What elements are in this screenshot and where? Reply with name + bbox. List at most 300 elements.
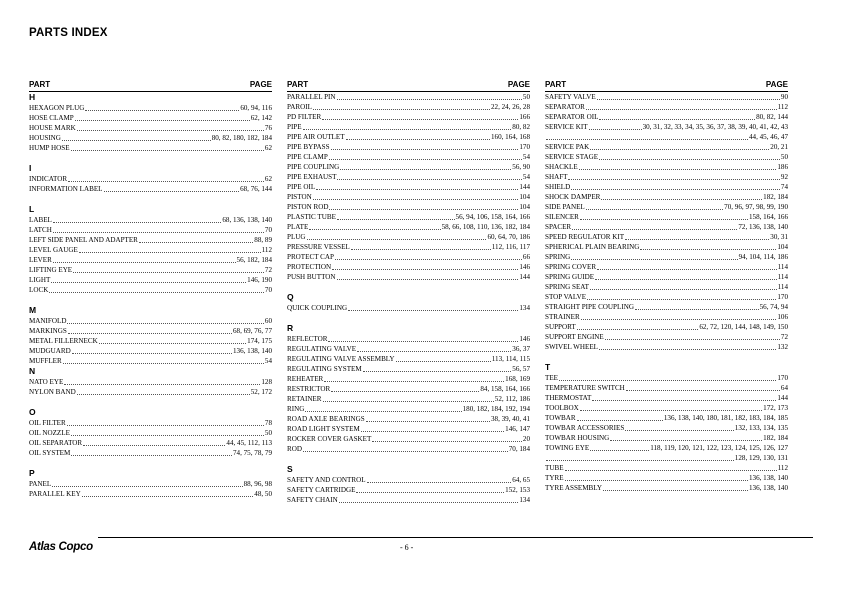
- page-refs: 76: [264, 124, 272, 132]
- leader-dots: [71, 150, 264, 151]
- page-refs: 54: [522, 173, 530, 181]
- page-refs: 68, 136, 138, 140: [222, 216, 272, 224]
- leader-dots: [546, 460, 734, 461]
- leader-dots: [589, 129, 642, 130]
- leader-dots: [599, 119, 755, 120]
- leader-dots: [597, 269, 777, 270]
- page-refs: 62: [264, 175, 272, 183]
- page-refs: 174, 175: [247, 337, 272, 345]
- index-entry-continuation: [545, 132, 788, 142]
- page-refs: 56, 182, 184: [236, 256, 272, 264]
- section-letter: T: [545, 362, 551, 372]
- page-refs: 38, 39, 40, 41: [490, 415, 530, 423]
- page-refs: 66: [522, 253, 530, 261]
- page-refs: 134: [519, 496, 530, 504]
- part-name: RESTRICTOR: [287, 385, 331, 393]
- part-name: TOWBAR HOUSING: [545, 434, 610, 442]
- index-entry: [545, 112, 788, 122]
- index-entry: [545, 142, 788, 152]
- leader-dots: [363, 371, 512, 372]
- page-refs: 94, 104, 114, 186: [738, 253, 788, 261]
- page-refs: 50: [264, 429, 272, 437]
- index-entry: [287, 354, 530, 364]
- page-refs: 68, 69, 76, 77: [232, 327, 272, 335]
- leader-dots: [357, 351, 511, 352]
- index-entry: [287, 475, 530, 485]
- page-refs: 104: [519, 193, 530, 201]
- part-name: PARALLEL KEY: [29, 490, 81, 498]
- section-letter: Q: [287, 292, 294, 302]
- leader-dots: [396, 361, 491, 362]
- part-name: LATCH: [29, 226, 52, 234]
- entry-list: [29, 92, 272, 499]
- index-entry: [545, 122, 788, 132]
- leader-dots: [565, 480, 748, 481]
- leader-dots: [67, 323, 263, 324]
- page-refs: 78: [264, 419, 272, 427]
- index-entry: [29, 387, 272, 397]
- leader-dots: [313, 109, 490, 110]
- leader-dots: [372, 441, 522, 442]
- page-refs: 92: [780, 173, 788, 181]
- page-refs: 128, 129, 130, 131: [734, 454, 788, 462]
- part-name: MANIFOLD: [29, 317, 67, 325]
- index-entry: [287, 414, 530, 424]
- page-refs: 44, 45, 112, 113: [226, 439, 272, 447]
- page-refs: 80, 82, 180, 182, 184: [211, 134, 272, 142]
- part-name: SPRING: [545, 253, 571, 261]
- index-entry: [29, 184, 272, 194]
- spacer: [287, 282, 530, 292]
- index-entry: [287, 92, 530, 102]
- leader-dots: [580, 219, 748, 220]
- index-entry: [545, 232, 788, 242]
- index-entry: [287, 424, 530, 434]
- index-entry: [287, 485, 530, 495]
- leader-dots: [348, 310, 518, 311]
- leader-dots: [324, 381, 504, 382]
- leader-dots: [610, 440, 762, 441]
- part-name: INDICATOR: [29, 175, 68, 183]
- index-entry: [545, 443, 788, 453]
- part-name: METAL FILLERNECK: [29, 337, 98, 345]
- part-name: PIPE AIR OUTLET: [287, 133, 345, 141]
- index-entry: [29, 377, 272, 387]
- leader-dots: [71, 435, 264, 436]
- leader-dots: [572, 229, 737, 230]
- part-name: NYLON BAND: [29, 388, 76, 396]
- part-name: HOUSING: [29, 134, 61, 142]
- index-entry: [29, 428, 272, 438]
- index-entry: [545, 342, 788, 352]
- part-name: SPRING COVER: [545, 263, 597, 271]
- part-name: TOOLBOX: [545, 404, 579, 412]
- part-name: STRAIGHT PIPE COUPLING: [545, 303, 634, 311]
- leader-dots: [586, 109, 777, 110]
- leader-dots: [599, 159, 780, 160]
- part-name: RING: [287, 405, 305, 413]
- leader-dots: [340, 169, 511, 170]
- page-refs: 144: [777, 394, 788, 402]
- part-name: SERVICE STAGE: [545, 153, 599, 161]
- leader-dots: [72, 353, 232, 354]
- part-name: SERVICE PAK: [545, 143, 590, 151]
- page-refs: 112, 116, 117: [491, 243, 530, 251]
- page-refs: 36, 37: [512, 345, 530, 353]
- index-entry: [287, 142, 530, 152]
- index-entry: [29, 418, 272, 428]
- part-header: PART: [545, 80, 567, 89]
- leader-dots: [53, 262, 236, 263]
- index-entry: [287, 192, 530, 202]
- part-header: PART: [287, 80, 309, 89]
- index-entry: [287, 374, 530, 384]
- page-refs: 22, 24, 26, 28: [490, 103, 530, 111]
- part-name: TEMPERATURE SWITCH: [545, 384, 625, 392]
- part-name: OIL NOZZLE: [29, 429, 70, 437]
- leader-dots: [77, 130, 264, 131]
- part-name: SHOCK DAMPER: [545, 193, 601, 201]
- page-refs: 50: [780, 153, 788, 161]
- leader-dots: [316, 189, 518, 190]
- leader-dots: [640, 249, 776, 250]
- page-refs: 104: [777, 243, 788, 251]
- part-name: PIPE EXHAUST: [287, 173, 337, 181]
- index-entry: [545, 332, 788, 342]
- leader-dots: [626, 390, 780, 391]
- leader-dots: [590, 450, 649, 451]
- part-name: PROTECTION: [287, 263, 332, 271]
- page-refs: 62, 142: [250, 114, 272, 122]
- page-refs: 56, 90: [512, 163, 530, 171]
- part-name: RETAINER: [287, 395, 322, 403]
- part-name: MUFFLER: [29, 357, 62, 365]
- page-refs: 106: [777, 313, 788, 321]
- section-letter: S: [287, 464, 293, 474]
- page-refs: 160, 164, 168: [490, 133, 530, 141]
- index-entry: [545, 483, 788, 493]
- index-entry: [545, 393, 788, 403]
- page-refs: 136, 138, 140: [748, 474, 788, 482]
- part-name: SHIELD: [545, 183, 571, 191]
- section-letter: L: [29, 204, 35, 214]
- page-refs: 180, 182, 184, 192, 194: [462, 405, 530, 413]
- index-entry: [287, 182, 530, 192]
- index-entry: [287, 344, 530, 354]
- page-refs: 80, 82: [512, 123, 530, 131]
- index-entry: [545, 92, 788, 102]
- leader-dots: [85, 110, 239, 111]
- index-entry: [287, 242, 530, 252]
- page-refs: 136, 138, 140, 180, 181, 182, 183, 184, 185: [663, 414, 788, 422]
- page-refs: 60, 94, 116: [240, 104, 272, 112]
- index-entry: [287, 394, 530, 404]
- index-entry: [29, 285, 272, 295]
- index-entry: [29, 448, 272, 458]
- leader-dots: [586, 209, 723, 210]
- index-entry: [29, 356, 272, 366]
- index-entry: [545, 322, 788, 332]
- page-refs: 70, 96, 97, 98, 99, 190: [724, 203, 788, 211]
- page-refs: 58, 66, 108, 110, 136, 182, 184: [441, 223, 530, 231]
- part-name: SPACER: [545, 223, 572, 231]
- index-entry: [29, 326, 272, 336]
- leader-dots: [339, 502, 519, 503]
- index-entry: [287, 384, 530, 394]
- leader-dots: [53, 232, 264, 233]
- part-name: TYRE: [545, 474, 564, 482]
- page-header: PAGE: [765, 80, 788, 89]
- leader-dots: [303, 129, 512, 130]
- page-refs: 170: [519, 143, 530, 151]
- page-refs: 113, 114, 115: [491, 355, 530, 363]
- part-name: OIL FILTER: [29, 419, 66, 427]
- index-entry: [545, 473, 788, 483]
- part-name: SEPARATOR OIL: [545, 113, 599, 121]
- index-entry: [287, 202, 530, 212]
- part-name: SHAFT: [545, 173, 568, 181]
- spacer: [29, 458, 272, 468]
- index-entry: [545, 383, 788, 393]
- atlas-copco-logo: Atlas Copco: [29, 541, 93, 553]
- part-name: LEVER: [29, 256, 52, 264]
- index-entry: [29, 225, 272, 235]
- part-name: PIPE OIL: [287, 183, 316, 191]
- page-refs: 152, 153: [505, 486, 530, 494]
- column-header: [29, 80, 272, 92]
- index-entry: [29, 133, 272, 143]
- part-name: PROTECT CAP: [287, 253, 334, 261]
- part-name: PRESSURE VESSEL: [287, 243, 350, 251]
- spacer: [29, 397, 272, 407]
- index-entry: [545, 152, 788, 162]
- part-name: PD FILTER: [287, 113, 322, 121]
- index-entry: [545, 302, 788, 312]
- page-refs: 52, 172: [250, 388, 272, 396]
- index-entry: [29, 336, 272, 346]
- page-refs: 104: [519, 203, 530, 211]
- index-entry: [545, 252, 788, 262]
- page-refs: 166: [519, 113, 530, 121]
- part-name: HOSE CLAMP: [29, 114, 74, 122]
- leader-dots: [577, 329, 699, 330]
- index-entry: [545, 242, 788, 252]
- page-refs: 80, 82, 144: [756, 113, 788, 121]
- leader-dots: [571, 259, 737, 260]
- leader-dots: [52, 486, 242, 487]
- page-refs: 112: [777, 464, 788, 472]
- page-refs: 182, 184: [763, 434, 788, 442]
- index-entry: [29, 255, 272, 265]
- part-name: SAFETY AND CONTROL: [287, 476, 366, 484]
- page-refs: 54: [264, 357, 272, 365]
- index-entry: [287, 364, 530, 374]
- leader-dots: [568, 179, 779, 180]
- index-entry: [545, 202, 788, 212]
- leader-dots: [83, 445, 225, 446]
- page-refs: 62, 72, 120, 144, 148, 149, 150: [699, 323, 788, 331]
- page-refs: 74, 75, 78, 79: [232, 449, 272, 457]
- column-header: [287, 80, 530, 92]
- index-entry: [545, 102, 788, 112]
- index-entry: [287, 102, 530, 112]
- part-name: ROCKER COVER GASKET: [287, 435, 372, 443]
- leader-dots: [579, 169, 777, 170]
- index-entry: [29, 215, 272, 225]
- section-letter: R: [287, 323, 294, 333]
- leader-dots: [99, 343, 246, 344]
- leader-dots: [329, 159, 522, 160]
- part-name: HOUSE MARK: [29, 124, 76, 132]
- page-refs: 20: [522, 435, 530, 443]
- index-entry: [287, 152, 530, 162]
- page-refs: 118, 119, 120, 121, 122, 123, 124, 125, 126, 127: [650, 444, 788, 452]
- page-refs: 20, 21: [770, 143, 788, 151]
- entry-list: [545, 92, 788, 493]
- leader-dots: [625, 239, 769, 240]
- page-refs: 146: [519, 263, 530, 271]
- page-title: PARTS INDEX: [29, 27, 108, 39]
- leader-dots: [577, 420, 663, 421]
- leader-dots: [335, 259, 522, 260]
- leader-dots: [71, 455, 232, 456]
- leader-dots: [592, 400, 776, 401]
- page-refs: 182, 184: [763, 193, 788, 201]
- index-column-2: [287, 80, 530, 505]
- page-refs: 72: [264, 266, 272, 274]
- page-refs: 144: [519, 183, 530, 191]
- index-entry: [287, 232, 530, 242]
- page-refs: 90: [780, 93, 788, 101]
- index-entry: [29, 265, 272, 275]
- leader-dots: [605, 339, 780, 340]
- leader-dots: [322, 119, 518, 120]
- spacer: [29, 194, 272, 204]
- page-refs: 146, 190: [247, 276, 272, 284]
- part-name: PLUG: [287, 233, 306, 241]
- part-name: TOWING EYE: [545, 444, 590, 452]
- leader-dots: [68, 181, 264, 182]
- leader-dots: [351, 249, 491, 250]
- section-letter: O: [29, 407, 36, 417]
- part-name: SILENCER: [545, 213, 579, 221]
- part-name: TOWBAR ACCESSORIES: [545, 424, 625, 432]
- leader-dots: [68, 333, 232, 334]
- page-refs: 44, 45, 46, 47: [748, 133, 788, 141]
- spacer: [29, 295, 272, 305]
- section-letter: P: [29, 468, 35, 478]
- leader-dots: [79, 252, 261, 253]
- leader-dots: [590, 149, 769, 150]
- page-refs: 84, 158, 164, 166: [480, 385, 530, 393]
- page-refs: 60: [264, 317, 272, 325]
- index-entry: [545, 172, 788, 182]
- section-letter: I: [29, 163, 32, 173]
- leader-dots: [337, 179, 521, 180]
- page-refs: 62: [264, 144, 272, 152]
- leader-dots: [603, 490, 748, 491]
- leader-dots: [580, 410, 762, 411]
- index-entry: [287, 222, 530, 232]
- leader-dots: [328, 341, 518, 342]
- page-refs: 144: [519, 273, 530, 281]
- part-name: LEVEL GAUGE: [29, 246, 78, 254]
- index-entry: [29, 346, 272, 356]
- leader-dots: [565, 470, 777, 471]
- page-refs: 70, 184: [508, 445, 530, 453]
- part-name: SHACKLE: [545, 163, 578, 171]
- part-name: SPRING GUIDE: [545, 273, 595, 281]
- index-entry: [545, 403, 788, 413]
- leader-dots: [635, 309, 759, 310]
- page-refs: 60, 64, 70, 186: [487, 233, 530, 241]
- leader-dots: [64, 384, 260, 385]
- part-name: MUDGUARD: [29, 347, 71, 355]
- leader-dots: [356, 492, 504, 493]
- leader-dots: [590, 289, 777, 290]
- leader-dots: [303, 451, 508, 452]
- page-refs: 74: [780, 183, 788, 191]
- page-refs: 114: [777, 283, 788, 291]
- index-column-1: [29, 80, 272, 499]
- index-entry: [29, 123, 272, 133]
- leader-dots: [361, 431, 504, 432]
- page-refs: 112: [261, 246, 272, 254]
- part-name: ROD: [287, 445, 302, 453]
- page-refs: 72, 136, 138, 140: [738, 223, 788, 231]
- part-name: TUBE: [545, 464, 564, 472]
- part-name: LIGHT: [29, 276, 51, 284]
- leader-dots: [67, 425, 264, 426]
- part-name: SUPPORT ENGINE: [545, 333, 604, 341]
- page-refs: 68, 76, 144: [240, 185, 272, 193]
- index-entry: [29, 103, 272, 113]
- page-refs: 170: [777, 374, 788, 382]
- leader-dots: [581, 319, 777, 320]
- page-refs: 146: [519, 335, 530, 343]
- leader-dots: [77, 394, 250, 395]
- column-header: [545, 80, 788, 92]
- part-name: SERVICE KIT: [545, 123, 588, 131]
- page-refs: 72: [780, 333, 788, 341]
- leader-dots: [309, 229, 440, 230]
- part-name: STRAINER: [545, 313, 580, 321]
- leader-dots: [49, 292, 264, 293]
- leader-dots: [53, 222, 221, 223]
- part-name: OIL SEPARATOR: [29, 439, 83, 447]
- leader-dots: [63, 363, 264, 364]
- page-refs: 146, 147: [505, 425, 530, 433]
- leader-dots: [331, 149, 519, 150]
- page-refs: 172, 173: [763, 404, 788, 412]
- page-refs: 112: [777, 103, 788, 111]
- page-refs: 170: [777, 293, 788, 301]
- section-letter: M: [29, 305, 37, 315]
- leader-dots: [331, 391, 479, 392]
- spacer: [545, 352, 788, 362]
- part-name: SPEED REGULATOR KIT: [545, 233, 625, 241]
- leader-dots: [571, 189, 780, 190]
- leader-dots: [329, 209, 518, 210]
- page-refs: 56, 57: [512, 365, 530, 373]
- part-name: PARALLEL PIN: [287, 93, 336, 101]
- index-entry: [545, 272, 788, 282]
- part-name: PANEL: [29, 480, 52, 488]
- index-entry: [29, 174, 272, 184]
- page-refs: 88, 89: [254, 236, 272, 244]
- leader-dots: [625, 430, 734, 431]
- part-name: REGULATING VALVE ASSEMBLY: [287, 355, 395, 363]
